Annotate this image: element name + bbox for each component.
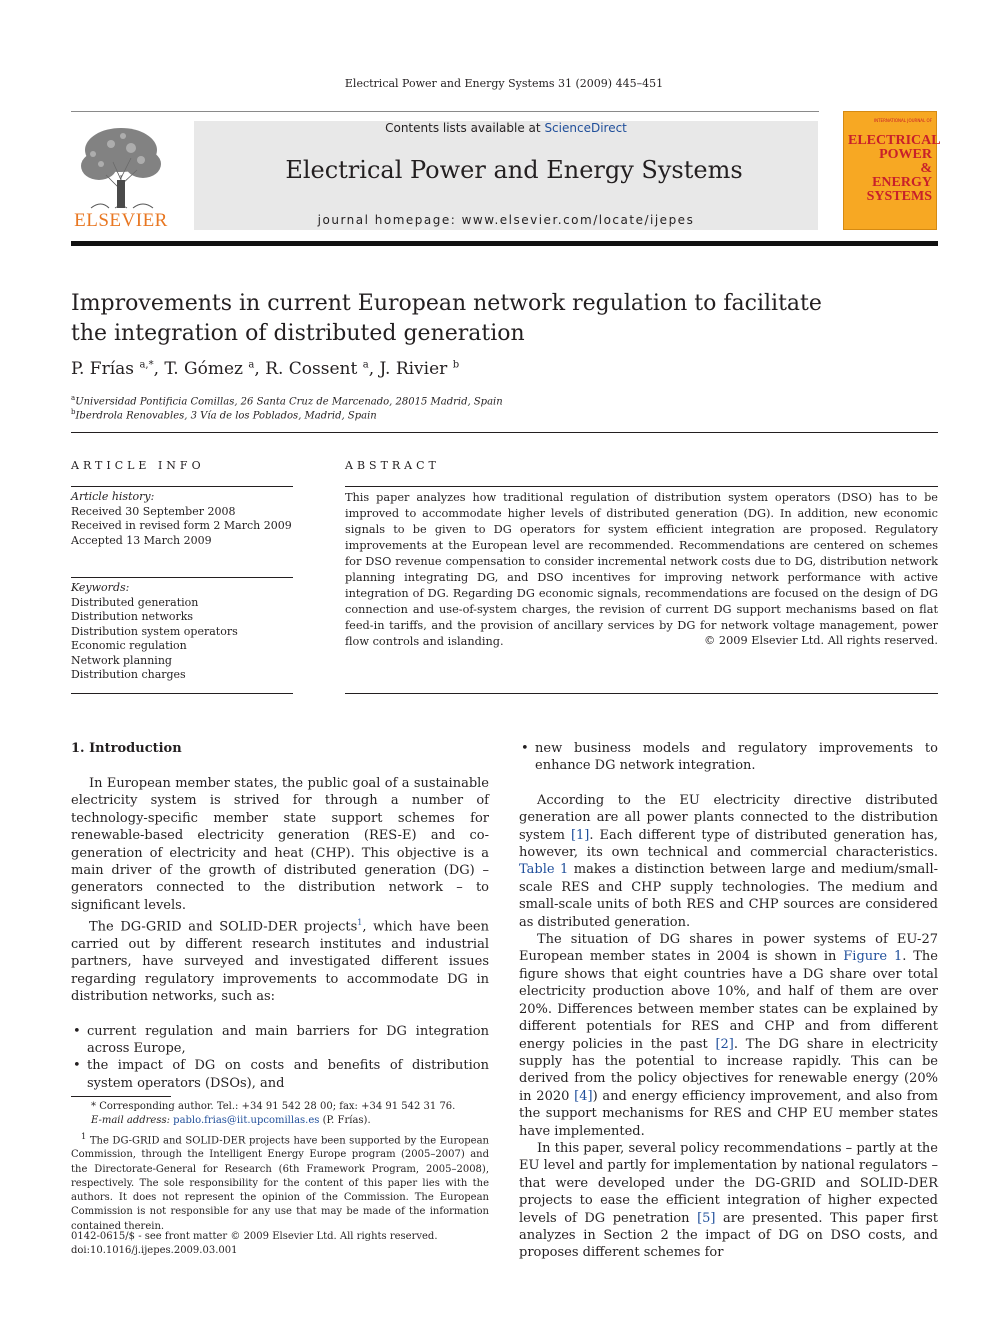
abstract-end-rule: [345, 693, 938, 694]
contents-available-line: [194, 121, 818, 135]
journal-citation: Electrical Power and Energy Systems 31 (2009) 445–451: [344, 77, 664, 90]
reference-link[interactable]: [2]: [715, 1036, 734, 1052]
keywords-rule: [71, 577, 293, 578]
intro-bullet-list: [71, 1023, 489, 1093]
sciencedirect-link[interactable]: ScienceDirect: [544, 121, 627, 135]
figure-link[interactable]: Figure 1: [843, 949, 903, 965]
author-affiliation-mark[interactable]: b: [452, 359, 460, 371]
keyword: Distribution system operators: [71, 624, 238, 638]
footnote-text: (P. Frías).: [319, 1115, 371, 1127]
article-title: Improvements in current European network regulation to facilitate the integration of distributed generation: [71, 291, 822, 346]
right-column: [519, 740, 938, 1262]
section-divider: [71, 432, 938, 433]
keyword: Distributed generation: [71, 595, 199, 609]
email-link[interactable]: pablo.frias@iit.upcomillas.es: [173, 1115, 320, 1127]
history-received: Received 30 September 2008: [71, 504, 236, 518]
author-name: T. Gómez: [164, 359, 243, 379]
keyword: Distribution networks: [71, 610, 194, 623]
author-affiliation-mark[interactable]: a: [248, 359, 255, 371]
affiliation-text: Universidad Pontificia Comillas, 26 Santa Cruz de Marcenado, 28015 Madrid, Spain: [75, 396, 503, 408]
intro-paragraph-2-end: , which have been carried out by different research institutes and industrial partners, have surveyed and investigated different issues regarding regulatory improvements to accommodate DG in distribution networks, such as:: [71, 919, 489, 1005]
article-history-head: Article history:: [71, 490, 155, 503]
author-name: J. Rivier: [379, 359, 448, 379]
footnote-1: [71, 1129, 489, 1234]
paragraph-text: In this paper, several policy recommendations – partly at the EU level and partly for implementation by national regulators – that were developed under the DG-GRID and SOLID-DER projects to ease the efficient integration of higher expected levels of DG penetration: [519, 1140, 938, 1226]
list-item: • the impact of DG on costs and benefits of distribution system operators (DSOs), and: [71, 1057, 489, 1092]
keyword: Network planning: [71, 653, 172, 667]
corresponding-author-note: [71, 1100, 489, 1114]
left-column: [71, 775, 489, 1092]
footnote-text: Corresponding author. Tel.: +34 91 542 28 00; fax: +34 91 542 31 76.: [99, 1101, 456, 1112]
affiliation-b: [71, 408, 377, 421]
table-link[interactable]: Table 1: [519, 862, 569, 878]
paragraph-text: . Each different type of distributed generation has, however, its own technical and commercial characteristics.: [519, 827, 938, 861]
paragraph-text: . The figure shows that eight countries have a DG share over total electricity production above 10%, and half of them are over 20%. Differences between member states can be explained by different potentials for RES and CHP and from different energy policies in the past: [519, 949, 938, 1052]
journal-cover-thumbnail: [843, 111, 941, 230]
article-info-end-rule: [71, 693, 293, 694]
intro-bullet-list-continued: [519, 740, 938, 775]
author-affiliation-mark[interactable]: a: [362, 359, 369, 371]
email-note: [71, 1114, 489, 1128]
intro-paragraph-3: [519, 792, 938, 931]
author-name: R. Cossent: [265, 359, 358, 379]
reference-link[interactable]: [1]: [570, 827, 590, 843]
journal-name: Electrical Power and Energy Systems: [285, 156, 743, 184]
history-accepted: Accepted 13 March 2009: [71, 533, 212, 547]
paragraph-text: are presented. This paper first analyzes in Section 2 the impact of DG on DSO costs, and proposes different schemes for: [519, 1210, 938, 1261]
paragraph-text: . The DG share in electricity supply has the potential to increase rapidly. This can be derived from the policy objectives for renewable energy (20% in 2020: [519, 1036, 938, 1104]
affiliation-text: Iberdrola Renovables, 3 Vía de los Poblados, Madrid, Spain: [75, 410, 377, 422]
doi-line[interactable]: doi:10.1016/j.ijepes.2009.03.001: [71, 1245, 238, 1257]
abstract-heading: ABSTRACT: [345, 459, 440, 472]
footnote-mark: 1: [81, 1130, 87, 1141]
history-revised: Received in revised form 2 March 2009: [71, 519, 292, 532]
issn-line: 0142-0615/$ - see front matter © 2009 Elsevier Ltd. All rights reserved.: [71, 1231, 438, 1242]
journal-homepage[interactable]: journal homepage: www.elsevier.com/locate/ijepes: [317, 213, 695, 227]
list-item: • new business models and regulatory improvements to enhance DG network integration.: [519, 740, 938, 775]
paragraph-text: According to the EU electricity directive distributed generation are all power plants connected to the distribution system: [519, 792, 938, 843]
intro-paragraph-4: [519, 931, 938, 1140]
header-bottom-rule: [71, 241, 938, 246]
footnote-mark: *: [91, 1101, 96, 1112]
footnotes: [71, 1100, 489, 1234]
author-list: P. Frías $^{a,*}$, T. Gómez $^a$, R. Cossent $^a$, J. Rivier $^b$: [71, 359, 460, 379]
affiliation-mark: a: [71, 394, 76, 402]
email-label: E-mail address:: [91, 1115, 170, 1127]
contents-prefix: Contents lists available at: [385, 121, 545, 135]
keywords-block: [71, 581, 293, 683]
footnote-ref-1[interactable]: 1: [357, 918, 363, 928]
paragraph-text: The situation of DG shares in power systems of EU-27 European member states in 2004 is shown in: [519, 932, 938, 965]
paragraph-text: ) and energy efficiency improvement, and also from the support mechanisms for RES and CHP EU member states have implemented.: [519, 1088, 938, 1139]
reference-link[interactable]: [5]: [697, 1210, 716, 1226]
footnote-rule: [71, 1096, 171, 1097]
cover-title: ELECTRICAL POWER & ENERGY SYSTEMS: [848, 133, 941, 204]
keywords-head: Keywords:: [71, 581, 130, 594]
article-history: [71, 490, 293, 548]
keyword: Distribution charges: [71, 668, 186, 681]
abstract-copyright: © 2009 Elsevier Ltd. All rights reserved.: [704, 634, 938, 647]
abstract-body: This paper analyzes how traditional regulation of distribution system operators (DSO) has to be improved to accommodate higher levels of distributed generation (DG). In addition, new economic signals to be given to DG operators for system efficient integration are proposed. Regulatory improvements at the European level are recommended. Recommendations are centered on schemes for DSO revenue compensation to consider incremental network costs due to DG, distribution network planning integrating DG, and DSO incentives for improving network performance with active integration of DG. Regarding DG economic signals, recommendations are focused on the design of DG connection and use-of-system charges, the revision of current DG support mechanisms based on flat feed-in tariffs, and the provision of ancillary services by DG for network voltage management, power flow controls and islanding.: [345, 491, 938, 648]
introduction-heading: 1. Introduction: [71, 741, 182, 756]
list-item: • current regulation and main barriers for DG integration across Europe,: [71, 1023, 489, 1058]
abstract-rule: [345, 486, 938, 487]
affiliation-mark: b: [71, 408, 76, 416]
front-matter-meta: [71, 1230, 489, 1259]
intro-paragraph-1: In European member states, the public goal of a sustainable electricity system is strived for through a number of technology-specific member state support schemes for renewable-based electricity generation (RES-E) and co-generation of electricity and heat (CHP). This objective is a main driver of the growth of distributed generation (DG) – generators connected to the distribution network – to significant levels.: [71, 776, 489, 913]
header-top-rule: [71, 111, 819, 112]
intro-paragraph-5: [519, 1140, 938, 1262]
keyword: Economic regulation: [71, 639, 187, 652]
footnote-text: The DG-GRID and SOLID-DER projects have been supported by the European Commission, through the Intelligent Energy Europe program (2005–2007) and the Directorate-General for Research (6th Framework Program, 2005–2008), respectively. The sole responsibility for the content of this paper lies with the authors. It does not represent the opinion of the Commission. The European Commission is not responsible for any use that may be made of the information contained therein.: [71, 1134, 489, 1232]
elsevier-wordmark: ELSEVIER: [74, 210, 168, 231]
author-affiliation-mark[interactable]: a,*: [139, 359, 154, 371]
intro-paragraph-2-start: The DG-GRID and SOLID-DER projects: [89, 919, 358, 935]
cover-subtitle: INTERNATIONAL JOURNAL OF: [873, 118, 932, 123]
author-name: P. Frías: [71, 359, 135, 379]
paragraph-text: makes a distinction between large and medium/small-scale RES and CHP supply technologies. The medium and small-scale units of both RES and CHP sources are considered as distributed generation.: [519, 862, 938, 930]
reference-link[interactable]: [4]: [574, 1088, 593, 1104]
article-info-heading: ARTICLE INFO: [71, 459, 205, 472]
intro-paragraph-2: [71, 914, 489, 1005]
affiliation-a: [71, 394, 503, 407]
article-info-rule: [71, 486, 293, 487]
